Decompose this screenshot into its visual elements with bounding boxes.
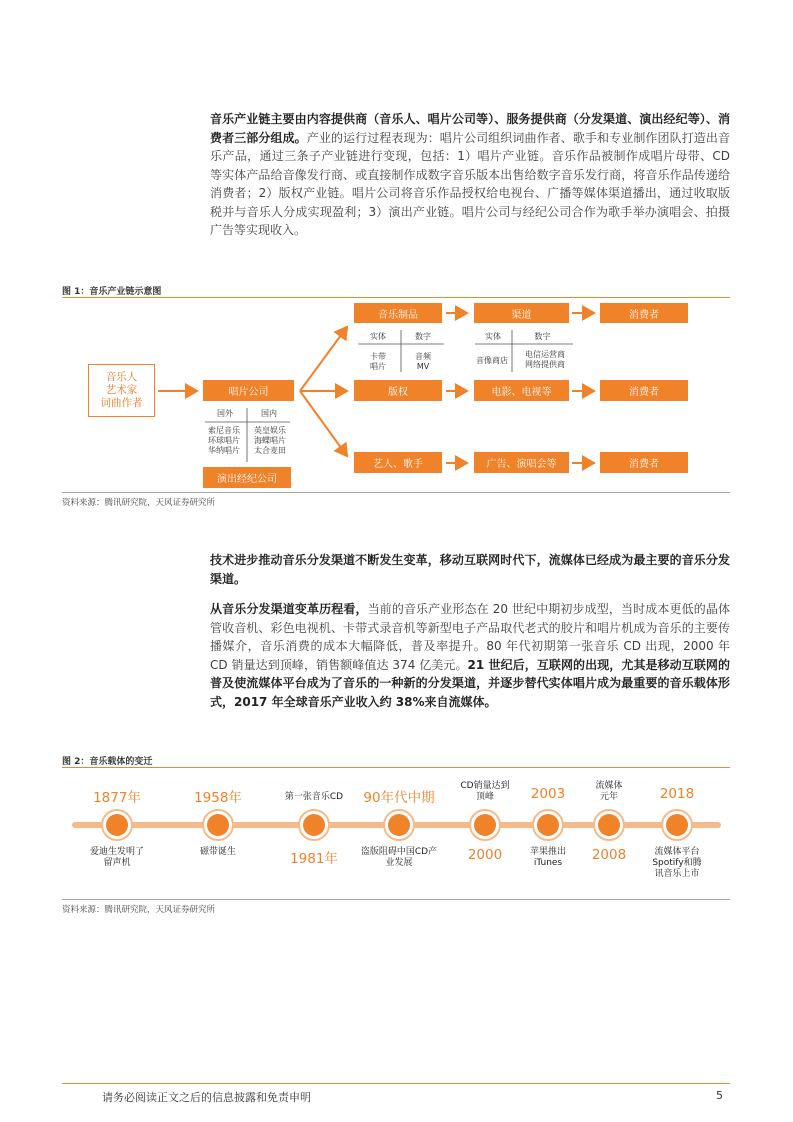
timeline-dot [474,814,496,836]
ad-concert-box: 广告、演唱会等 [474,452,569,473]
timeline-label-above: 90年代中期 [363,790,435,806]
section2-headline: 技术进步推动音乐分发渠道不断发生变革，移动互联网时代下，流媒体已经成为最主要的音乐分发渠道。 [210,553,730,586]
timeline-dot [303,814,325,836]
record-company-box: 唱片公司 [203,380,294,401]
channel-sub-digital-list: 电信运营商 网络提供商 [525,350,565,369]
section2-tail: 21 世纪后，互联网的出现，尤其是移动互联网的普及使流媒体平台成为了音乐的一种新的分发渠道，并逐步替代实体唱片成为最重要的音乐载体形式，2017 年全球音乐产业收入约 38%来自流媒体。 [210,657,730,709]
copyright-box: 版权 [354,380,442,401]
timeline-label-above: 2018 [659,786,695,802]
arrow-company-products [300,327,347,391]
figure1-arrows [0,0,793,500]
musician-box: 音乐人 艺术家 词曲作者 [88,364,155,417]
timeline-label-below: 爱迪生发明了 留声机 [89,847,144,868]
timeline-label-above: 流媒体 元年 [595,781,623,802]
products-sub-header-physical: 实体 [370,332,386,341]
company-sub-domestic-list: 英皇娱乐 海蝶唱片 太合麦田 [254,426,286,455]
consumer-box-2: 消费者 [600,380,688,401]
section2-paragraph [210,600,730,711]
products-sub-digital-list: 音频 MV [415,352,431,371]
products-sub-header-digital: 数字 [415,332,431,341]
company-sub-foreign-list: 索尼音乐 环球唱片 华纳唱片 [208,426,240,455]
film-tv-box: 电影、电视等 [474,380,569,401]
footer-disclaimer: 请务必阅读正文之后的信息披露和免责申明 [102,1091,311,1104]
figure1-bottom-rule [62,492,730,493]
timeline-dot [598,814,620,836]
company-sub-header-domestic: 国内 [261,409,277,418]
section2-lead: 从音乐分发渠道变革历程看， [210,602,368,616]
timeline-dot [388,814,410,836]
timeline-label-above: 第一张音乐CD [284,792,344,802]
timeline-label-below: 流媒体平台 Spotify和腾 讯音乐上市 [652,847,702,879]
footer-rule [62,1083,730,1084]
intro-bold: 音乐产业链主要由内容提供商（音乐人、唱片公司等）、服务提供商（分发渠道、演出经纪等）、消费者三部分组成。 [210,112,730,145]
timeline-dot [666,814,688,836]
intro-text: 产业的运行过程表现为：唱片公司组织词曲作者、歌手和专业制作团队打造出音乐产品，通过三条子产业链进行变现，包括：1）唱片产业链。音乐作品被制作成唱片母带、CD 等实体产品给音像发行商、或直接制作成数字音乐版本出售给数字音乐发行商，将音乐作品传递给消费者；2）版权产业链。唱片公司将音乐作品授权给电视台、广播等媒体渠道播出，通过收取版税并与音乐人分成实现盈利；3）演出产业链。唱片公司与经纪公司合作为歌手举办演唱会、拍摄广告等实现收入。 [210,130,730,237]
figure2-top-rule [62,767,730,768]
figure1-title: 图 1：音乐产业链示意图 [62,287,162,297]
figure2-title: 图 2：音乐载体的变迁 [62,757,153,767]
timeline-label-below: 2000 [467,847,503,863]
timeline-label-below: 1981年 [290,851,338,867]
timeline-label-above: 1877年 [93,790,141,806]
timeline-dot [207,814,229,836]
channel-box: 渠道 [474,303,569,323]
timeline-label-below: 磁带诞生 [199,847,236,857]
timeline-label-below: 2008 [591,847,627,863]
consumer-box-3: 消费者 [600,452,688,473]
music-products-box: 音乐制品 [354,303,442,323]
figure1-source: 资料来源：腾讯研究院，天风证券研究所 [62,498,216,508]
products-sub-physical-list: 卡带 唱片 [370,352,386,371]
timeline-label-above: CD销量达到 顶峰 [460,781,510,802]
arrow-company-artist [300,391,347,456]
figure2-bottom-rule [62,899,730,900]
page-number: 5 [716,1089,723,1102]
channel-sub-header-physical: 实体 [485,332,501,341]
company-sub-header-foreign: 国外 [217,409,233,418]
timeline-dot [106,814,128,836]
artist-box: 艺人、歌手 [354,452,442,473]
timeline-label-above: 1958年 [194,790,242,806]
agency-box: 演出经纪公司 [203,467,291,488]
figure2-source: 资料来源：腾讯研究院，天风证券研究所 [62,905,216,915]
channel-sub-physical-list: 音像商店 [476,356,508,365]
timeline-label-below: 苹果推出 iTunes [529,847,566,868]
consumer-box-1: 消费者 [600,303,688,323]
timeline-label-below: 盗版阻碍中国CD产 业发展 [360,847,438,868]
timeline-dot [537,814,559,836]
timeline-label-above: 2003 [530,786,566,802]
channel-sub-header-digital: 数字 [534,332,551,341]
section2-body: 当前的音乐产业形态在 20 世纪中期初步成型，当时成本更低的晶体管收音机、彩色电视机、卡带式录音机等新型电子产品取代老式的胶片和唱片机成为音乐的主要传播媒介，音乐消费的成本大幅降低，普及率提升。80 年代初期第一张音乐 CD 出现，2000 年 CD 销量达到顶峰，销售额峰值达 374 亿美元。 [210,602,730,672]
